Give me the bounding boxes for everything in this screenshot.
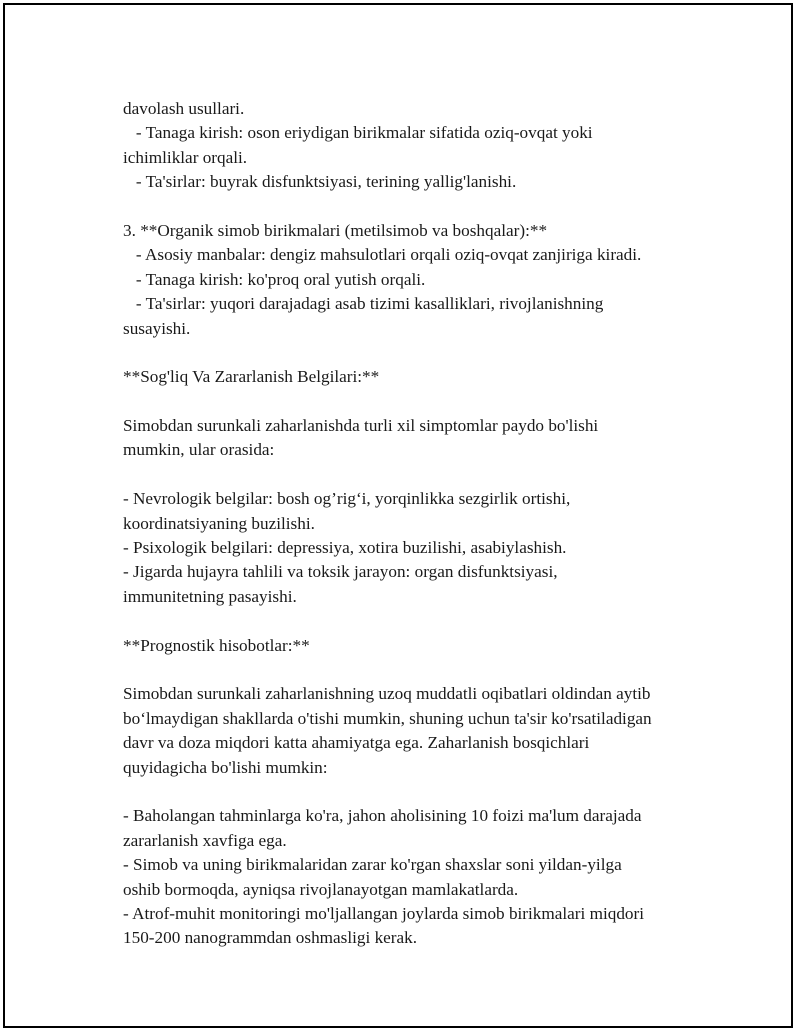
text-line: - Asosiy manbalar: dengiz mahsulotlari orqali oziq-ovqat zanjiriga kiradi. [123,245,642,265]
blank-line [123,390,723,414]
text-line: - Tanaga kirish: oson eriydigan birikmalar sifatida oziq-ovqat yoki [123,123,593,143]
text-line: davr va doza miqdori katta ahamiyatga ega. Zaharlanish bosqichlari [123,733,590,753]
text-line: - Atrof-muhit monitoringi mo'ljallangan joylarda simob birikmalari miqdori [123,903,645,923]
text-line: - Ta'sirlar: buyrak disfunktsiyasi, terining yallig'lanishi. [123,172,517,192]
text-line: mumkin, ular orasida: [123,440,275,460]
text-line: immunitetning pasayishi. [123,586,297,606]
blank-line [123,195,723,219]
text-line: susayishi. [123,318,191,338]
text-line: Simobdan surunkali zaharlanishning uzoq muddatli oqibatlari oldindan aytib [123,684,651,704]
text-line: - Jigarda hujayra tahlili va toksik jarayon: organ disfunktsiyasi, [123,562,558,582]
text-line: ichimliklar orqali. [123,147,248,167]
text-line: oshib bormoqda, ayniqsa rivojlanayotgan mamlakatlarda. [123,879,519,899]
text-line: **Prognostik hisobotlar:** [123,635,310,655]
blank-line [123,463,723,487]
text-line: quyidagicha bo'lishi mumkin: [123,757,328,777]
blank-line [123,341,723,365]
text-line: davolash usullari. [123,99,245,118]
text-line: - Simob va uning birikmalaridan zarar ko'rgan shaxslar soni yildan-yilga [123,855,622,875]
text-line: - Ta'sirlar: yuqori darajadagi asab tizimi kasalliklari, rivojlanishning [123,294,604,314]
text-line: zararlanish xavfiga ega. [123,830,287,850]
text-line: - Nevrologik belgilar: bosh og’rig‘i, yorqinlikka sezgirlik ortishi, [123,489,571,509]
text-line: - Psixologik belgilari: depressiya, xotira buzilishi, asabiylashish. [123,538,567,558]
text-line: Simobdan surunkali zaharlanishda turli xil simptomlar paydo bo'lishi [123,416,599,436]
text-line: 150-200 nanogrammdan oshmasligi kerak. [123,928,418,948]
blank-line [123,780,723,804]
blank-line [123,658,723,682]
text-line: - Baholangan tahminlarga ko'ra, jahon aholisining 10 foizi ma'lum darajada [123,806,642,826]
blank-line [123,609,723,633]
text-line: - Tanaga kirish: ko'proq oral yutish orqali. [123,269,426,289]
text-line: 3. **Organik simob birikmalari (metilsimob va boshqalar):** [123,220,548,240]
text-line: koordinatsiyaning buzilishi. [123,513,315,533]
text-line: **Sog'liq Va Zararlanish Belgilari:** [123,367,380,387]
document-text [123,97,723,951]
text-line: bo‘lmaydigan shakllarda o'tishi mumkin, shuning uchun ta'sir ko'rsatiladigan [123,708,652,728]
page-frame [3,3,793,1028]
